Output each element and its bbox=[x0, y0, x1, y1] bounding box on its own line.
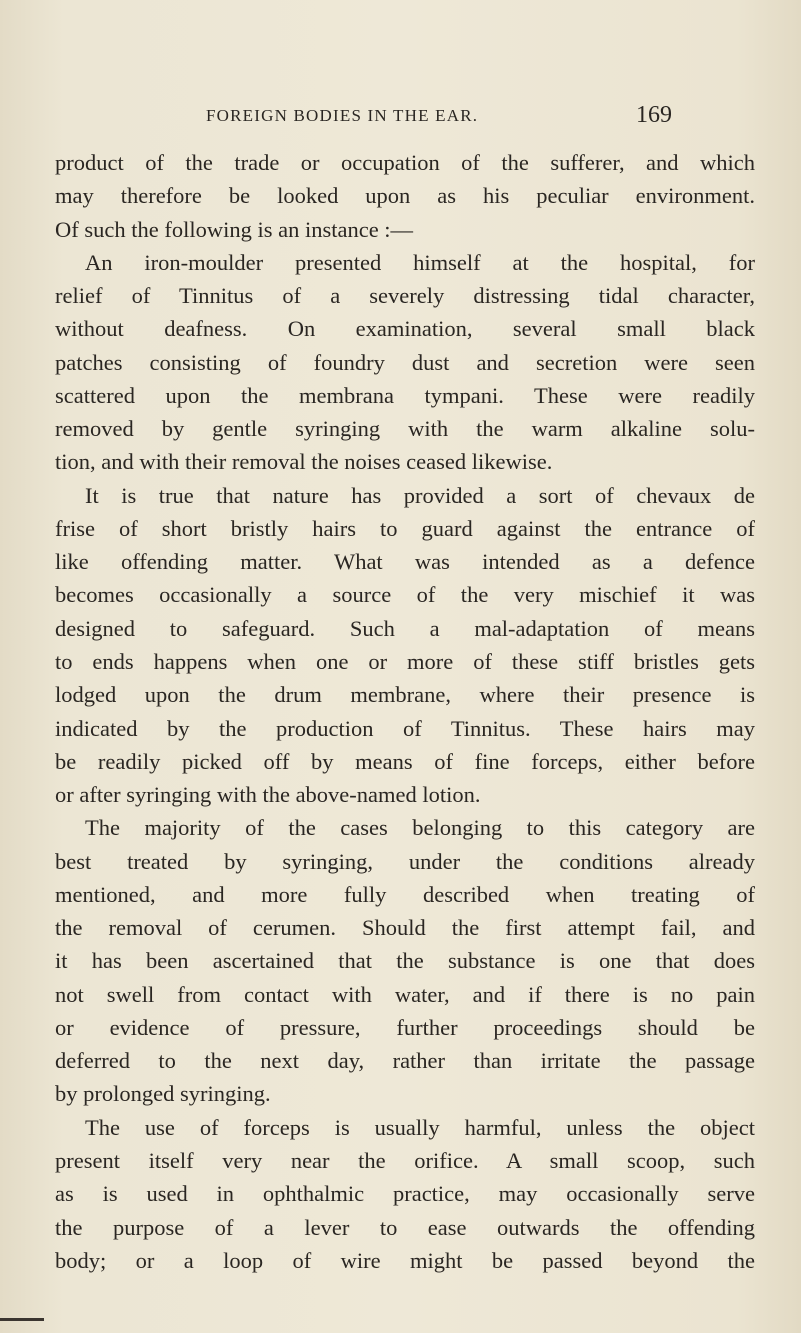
text-line: may therefore be looked upon as his peculiar environment. bbox=[55, 183, 755, 209]
text-line: as is used in ophthalmic practice, may occasionally serve bbox=[55, 1181, 755, 1207]
text-line: tion, and with their removal the noises ceased likewise. bbox=[55, 449, 553, 475]
running-head: FOREIGN BODIES IN THE EAR. bbox=[206, 106, 479, 125]
text-line: not swell from contact with water, and if there is no pain bbox=[55, 981, 755, 1007]
text-line: the removal of cerumen. Should the first attempt fail, and bbox=[55, 915, 755, 941]
text-line: body; or a loop of wire might be passed beyond the bbox=[55, 1247, 755, 1273]
text-line: Of such the following is an instance :— bbox=[55, 216, 414, 242]
text-line: The use of forceps is usually harmful, unless the object bbox=[85, 1114, 755, 1140]
text-line: It is true that nature has provided a sort of chevaux de bbox=[85, 482, 755, 508]
text-line: present itself very near the orifice. A small scoop, such bbox=[55, 1147, 755, 1173]
text-line: An iron-moulder presented himself at the hospital, for bbox=[85, 249, 755, 275]
text-line: indicated by the production of Tinnitus. These hairs may bbox=[55, 715, 755, 741]
text-line: becomes occasionally a source of the very mischief it was bbox=[55, 582, 755, 608]
text-line: or after syringing with the above-named lotion. bbox=[55, 782, 481, 808]
text-line: by prolonged syringing. bbox=[55, 1081, 271, 1107]
page-header bbox=[206, 102, 676, 128]
text-line: mentioned, and more fully described when treating of bbox=[55, 881, 755, 907]
text-line: The majority of the cases belonging to this category are bbox=[85, 815, 755, 841]
page-number: 169 bbox=[636, 102, 672, 128]
text-line: removed by gentle syringing with the warm alkaline solu- bbox=[55, 416, 755, 442]
text-line: frise of short bristly hairs to guard against the entrance of bbox=[55, 515, 755, 541]
text-line: it has been ascertained that the substance is one that does bbox=[55, 948, 755, 974]
text-line: the purpose of a lever to ease outwards the offending bbox=[55, 1214, 755, 1240]
text-line: be readily picked off by means of fine forceps, either before bbox=[55, 748, 755, 774]
page-edge-mark bbox=[0, 1318, 44, 1321]
text-line: designed to safeguard. Such a mal-adaptation of means bbox=[55, 615, 755, 641]
text-line: to ends happens when one or more of these stiff bristles gets bbox=[55, 648, 755, 674]
text-line: lodged upon the drum membrane, where their presence is bbox=[55, 682, 755, 708]
text-line: relief of Tinnitus of a severely distressing tidal character, bbox=[55, 283, 755, 309]
text-line: deferred to the next day, rather than irritate the passage bbox=[55, 1048, 755, 1074]
body-text bbox=[55, 146, 755, 1277]
text-line: or evidence of pressure, further proceedings should be bbox=[55, 1014, 755, 1040]
text-line: product of the trade or occupation of the sufferer, and which bbox=[55, 150, 755, 175]
text-line: scattered upon the membrana tympani. These were readily bbox=[55, 382, 755, 408]
text-line: like offending matter. What was intended as a defence bbox=[55, 549, 755, 575]
text-line: best treated by syringing, under the conditions already bbox=[55, 848, 755, 874]
text-line: patches consisting of foundry dust and secretion were seen bbox=[55, 349, 755, 375]
text-line: without deafness. On examination, several small black bbox=[55, 316, 755, 342]
